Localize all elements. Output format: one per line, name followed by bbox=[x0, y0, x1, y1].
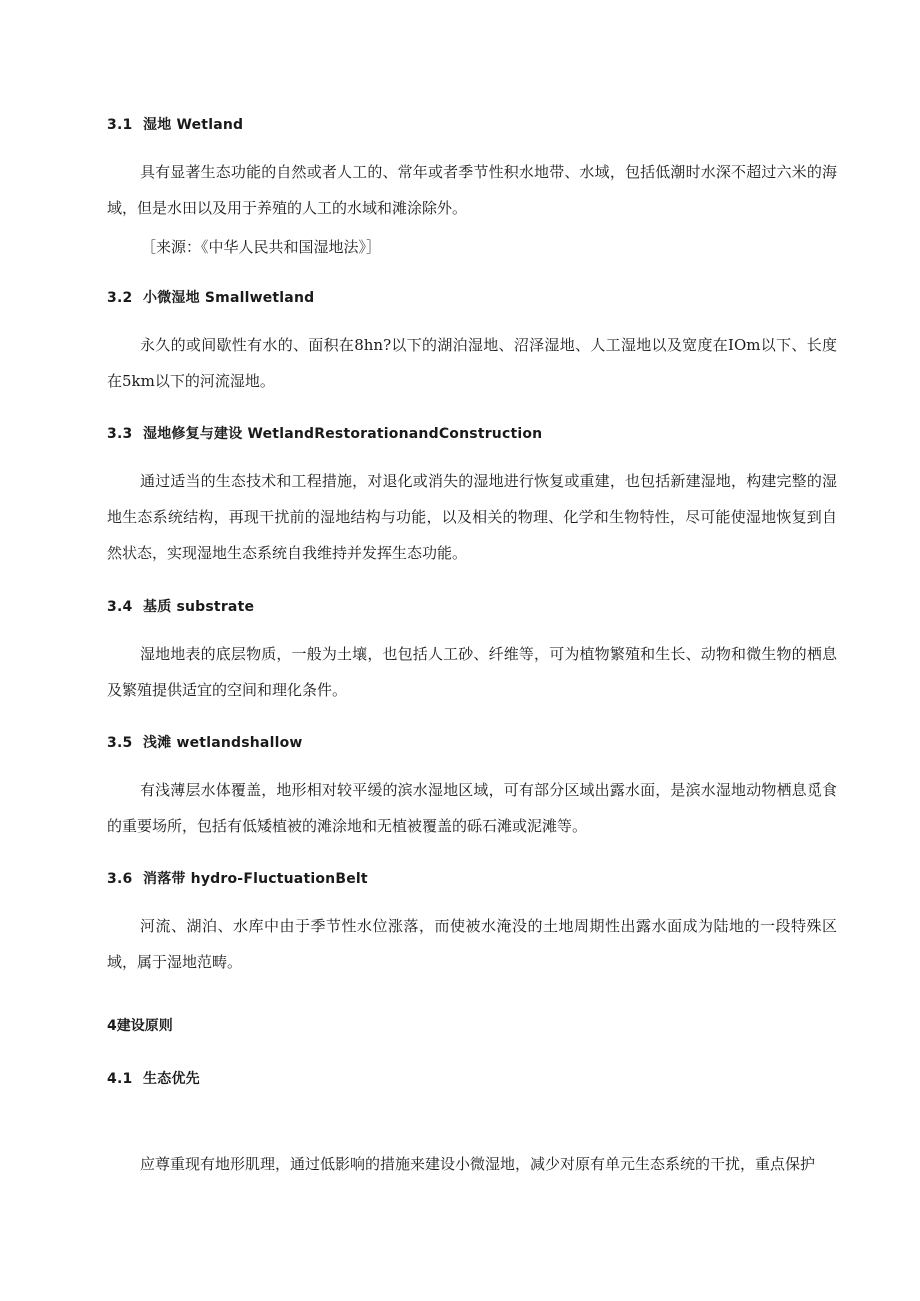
section-number: 4.1 bbox=[107, 1071, 133, 1087]
section-heading-3-6 bbox=[107, 868, 368, 888]
chapter-heading-4: 4建设原则 bbox=[107, 1018, 173, 1034]
section-title: 消落带 hydro-FluctuationBelt bbox=[143, 871, 368, 887]
section-heading-3-2 bbox=[107, 287, 314, 307]
section-body-3-1: 具有显著生态功能的自然或者人工的、常年或者季节性积水地带、水域，包括低潮时水深不超过六米的海域，但是水田以及用于养殖的人工的水域和滩涂除外。 bbox=[107, 163, 837, 217]
section-title: 浅滩 wetlandshallow bbox=[143, 735, 303, 751]
section-heading-4-1 bbox=[107, 1068, 200, 1088]
section-body-3-3: 通过适当的生态技术和工程措施，对退化或消失的湿地进行恢复或重建，也包括新建湿地，构建完整的湿地生态系统结构，再现干扰前的湿地结构与功能，以及相关的物理、化学和生物特性，尽可能使湿地恢复到自然状态，实现湿地生态系统自我维持并发挥生态功能。 bbox=[107, 472, 837, 562]
section-body-3-5: 有浅薄层水体覆盖，地形相对较平缓的滨水湿地区域，可有部分区域出露水面，是滨水湿地动物栖息觅食的重要场所，包括有低矮植被的滩涂地和无植被覆盖的砾石滩或泥滩等。 bbox=[107, 781, 837, 835]
section-number: 3.3 bbox=[107, 426, 133, 442]
section-number: 3.2 bbox=[107, 290, 133, 306]
section-body-3-4: 湿地地表的底层物质，一般为土壤，也包括人工砂、纤维等，可为植物繁殖和生长、动物和微生物的栖息及繁殖提供适宜的空间和理化条件。 bbox=[107, 645, 837, 699]
section-number: 3.5 bbox=[107, 735, 133, 751]
section-title: 湿地修复与建设 WetlandRestorationandConstruction bbox=[143, 426, 543, 442]
section-heading-3-3 bbox=[107, 423, 542, 443]
section-title: 小微湿地 Smallwetland bbox=[143, 290, 315, 306]
section-number: 3.1 bbox=[107, 117, 133, 133]
section-number: 3.6 bbox=[107, 871, 133, 887]
source-citation: ［来源：《中华人民共和国湿地法》］ bbox=[141, 238, 382, 256]
section-heading-3-5 bbox=[107, 732, 303, 752]
section-number: 3.4 bbox=[107, 599, 133, 615]
section-heading-3-4 bbox=[107, 596, 254, 616]
section-title: 基质 substrate bbox=[143, 599, 255, 615]
section-heading-3-1 bbox=[107, 114, 243, 134]
section-title: 生态优先 bbox=[143, 1071, 200, 1087]
section-title: 湿地 Wetland bbox=[143, 117, 244, 133]
section-body-3-6: 河流、湖泊、水库中由于季节性水位涨落，而使被水淹没的土地周期性出露水面成为陆地的一段特殊区域，属于湿地范畴。 bbox=[107, 917, 837, 971]
section-body-4-1: 应尊重现有地形肌理，通过低影响的措施来建设小微湿地，减少对原有单元生态系统的干扰，重点保护 bbox=[140, 1155, 816, 1173]
section-body-3-2: 永久的或间歇性有水的、面积在8hn?以下的湖泊湿地、沼泽湿地、人工湿地以及宽度在IOm以下、长度在5km以下的河流湿地。 bbox=[107, 336, 837, 390]
